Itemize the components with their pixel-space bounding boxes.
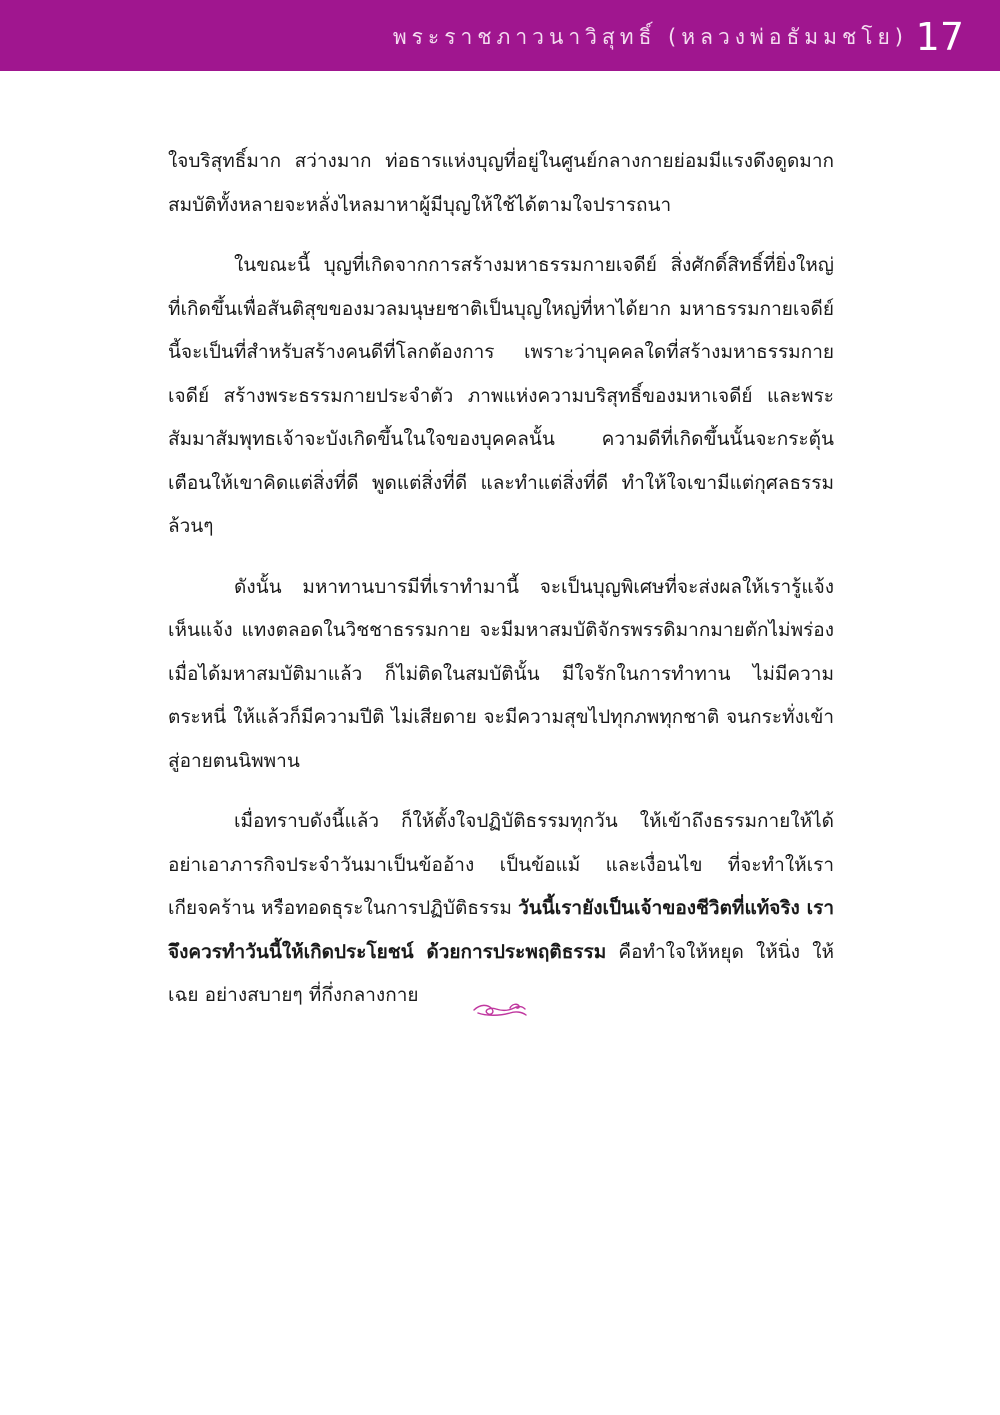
- paragraph-1: ใจบริสุทธิ์มาก สว่างมาก ท่อธารแห่งบุญที่อยู่ในศูนย์กลางกายย่อมมีแรงดึงดูดมาก สมบัติทั้งหลายจะหลั่งไหลมาหาผู้มีบุญให้ใช้ได้ตามใจปรารถนา: [168, 150, 834, 216]
- paragraph-4-text-before: เมื่อทราบดังนี้แล้ว ก็ให้ตั้งใจปฏิบัติธรรมทุกวัน ให้เข้าถึงธรรมกายให้ได้ อย่าเอาภารกิจประจำวันมาเป็นข้ออ้าง เป็นข้อแม้ และเงื่อนไข ที่จะทำให้เราเกียจคร้าน หรือทอดธุระในการปฏิบัติธรรม: [168, 810, 834, 919]
- page-number: 17: [915, 15, 964, 59]
- header-bar: [0, 0, 1000, 71]
- header-title: พระราชภาวนาวิสุทธิ์ (หลวงพ่อธัมมชโย): [392, 25, 908, 49]
- paragraph-4: [168, 800, 834, 1018]
- body-text: [168, 140, 834, 1035]
- paragraph-4-bold-text: วันนี้เรายังเป็นเจ้าของชีวิตที่แท้จริง เราจึงควรทำวันนี้ให้เกิดประโยชน์ ด้วยการประพฤติธรรม: [168, 897, 834, 963]
- paragraph-2: ในขณะนี้ บุญที่เกิดจากการสร้างมหาธรรมกายเจดีย์ สิ่งศักดิ์สิทธิ์ที่ยิ่งใหญ่ ที่เกิดขึ้นเพื่อสันติสุขของมวลมนุษยชาติเป็นบุญใหญ่ที่หาได้ยาก มหาธรรมกายเจดีย์นี้จะเป็นที่สำหรับสร้างคนดีที่โลกต้องการ เพราะว่าบุคคลใดที่สร้างมหาธรรมกายเจดีย์ สร้างพระธรรมกายประจำตัว ภาพแห่งความบริสุทธิ์ของมหาเจดีย์ และพระสัมมาสัมพุทธเจ้าจะบังเกิดขึ้นในใจของบุคคลนั้น ความดีที่เกิดขึ้นนั้นจะกระตุ้นเตือนให้เขาคิดแต่สิ่งที่ดี พูดแต่สิ่งที่ดี และทำแต่สิ่งที่ดี ทำให้ใจเขามีแต่กุศลธรรมล้วนๆ: [168, 254, 834, 537]
- paragraph-3: ดังนั้น มหาทานบารมีที่เราทำมานี้ จะเป็นบุญพิเศษที่จะส่งผลให้เรารู้แจ้ง เห็นแจ้ง แทงตลอดในวิชชาธรรมกาย จะมีมหาสมบัติจักรพรรดิมากมายตักไม่พร่อง เมื่อได้มหาสมบัติมาแล้ว ก็ไม่ติดในสมบัตินั้น มีใจรักในการทำทาน ไม่มีความตระหนี่ ให้แล้วก็มีความปีติ ไม่เสียดาย จะมีความสุขไปทุกภพทุกชาติ จนกระทั่งเข้าสู่อายตนนิพพาน: [168, 575, 834, 772]
- flourish-ornament-icon: [470, 996, 530, 1022]
- paragraph-4-text-after: คือทำใจให้หยุด ให้นิ่ง ให้เฉย อย่างสบายๆ ที่กึ่งกลางกาย: [168, 940, 834, 1006]
